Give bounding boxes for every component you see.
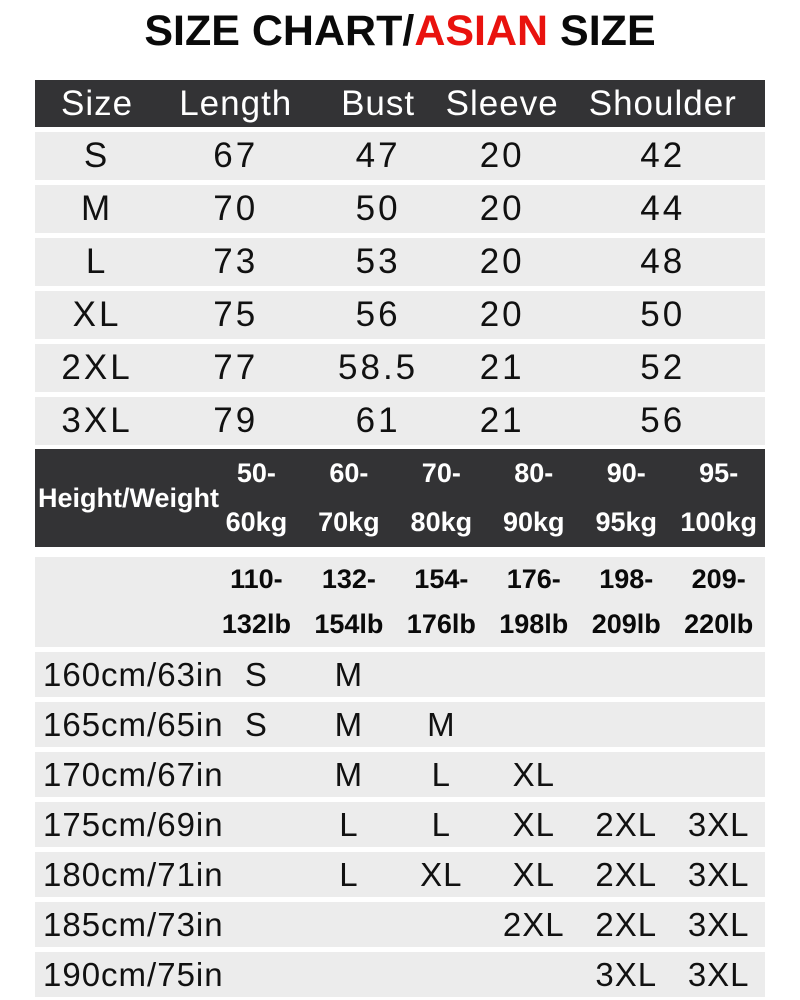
- header-cell-bust: Bust: [341, 83, 416, 123]
- lb-range-top: 198-: [599, 564, 654, 594]
- matrix-cell: L: [339, 855, 359, 893]
- cell-sleeve: 20: [479, 136, 525, 175]
- matrix-cell: 2XL: [595, 905, 658, 943]
- cell-bust: 61: [355, 401, 401, 440]
- chart-sheet: [35, 80, 765, 997]
- matrix-row: [35, 652, 765, 697]
- matrix-cell: L: [339, 805, 359, 843]
- matrix-cell: S: [244, 655, 268, 693]
- matrix-row: [35, 952, 765, 997]
- matrix-cell: S: [244, 705, 268, 743]
- cell-shoulder: 56: [640, 401, 686, 440]
- cell-bust: 53: [355, 242, 401, 281]
- cell-sleeve: 20: [479, 189, 525, 228]
- matrix-row: [35, 752, 765, 797]
- lb-range-bottom: 220lb: [684, 609, 754, 639]
- matrix-row: [35, 852, 765, 897]
- matrix-cell: XL: [420, 855, 463, 893]
- kg-range-bottom: 70kg: [318, 507, 380, 537]
- lb-range-bottom: 176lb: [406, 609, 476, 639]
- kg-range-top: 50-: [236, 458, 276, 488]
- cell-length: 70: [213, 189, 259, 228]
- cell-bust: 56: [355, 295, 401, 334]
- cell-shoulder: 44: [640, 189, 686, 228]
- cell-length: 75: [213, 295, 259, 334]
- kg-range-top: 80-: [514, 458, 554, 488]
- cell-sleeve: 20: [479, 295, 525, 334]
- header-cell-shoulder: Shoulder: [588, 83, 737, 123]
- lb-range-top: 110-: [230, 564, 283, 594]
- cell-size: L: [85, 242, 109, 281]
- size-table-row: [35, 397, 765, 445]
- cell-shoulder: 48: [640, 242, 686, 281]
- cell-shoulder: 50: [640, 295, 686, 334]
- cell-bust: 50: [355, 189, 401, 228]
- size-table-row: [35, 185, 765, 233]
- size-table-row: [35, 132, 765, 180]
- cell-size: 3XL: [61, 401, 133, 440]
- cell-length: 73: [213, 242, 259, 281]
- height-label: 160cm/63in: [43, 655, 224, 693]
- size-table-row: [35, 238, 765, 286]
- height-label: 180cm/71in: [43, 855, 224, 893]
- height-label: 170cm/67in: [43, 755, 224, 793]
- kg-range-cell: [303, 449, 395, 547]
- matrix-cell: 3XL: [687, 905, 750, 943]
- page-title: [0, 6, 800, 56]
- lb-range-bottom: 209lb: [591, 609, 661, 639]
- lb-range-cell: [303, 557, 395, 647]
- cell-size: 2XL: [61, 348, 133, 387]
- cell-bust: 58.5: [338, 348, 419, 387]
- height-label: 190cm/75in: [43, 955, 224, 993]
- matrix-row: [35, 902, 765, 947]
- cell-shoulder: 42: [640, 136, 686, 175]
- cell-bust: 47: [355, 136, 401, 175]
- kg-range-cell: [580, 449, 672, 547]
- cell-size: S: [83, 136, 111, 175]
- matrix-cell: 3XL: [687, 855, 750, 893]
- matrix-cell: 2XL: [595, 805, 658, 843]
- header-cell-length: Length: [179, 83, 293, 123]
- kg-range-bottom: 100kg: [680, 507, 757, 537]
- matrix-cell: 3XL: [595, 955, 658, 993]
- cell-size: M: [80, 189, 114, 228]
- header-cell-size: Size: [61, 83, 134, 123]
- size-table-header-row: [35, 80, 765, 127]
- kg-range-cell: [488, 449, 580, 547]
- kg-range-bottom: 60kg: [225, 507, 288, 537]
- kg-range-top: 60-: [329, 458, 369, 488]
- matrix-cell: 3XL: [687, 955, 750, 993]
- kg-range-cell: [395, 449, 487, 547]
- lb-range-cell: [395, 557, 487, 647]
- lb-range-top: 154-: [414, 564, 469, 594]
- cell-length: 77: [213, 348, 259, 387]
- height-label: 175cm/69in: [43, 805, 224, 843]
- matrix-cell: 3XL: [687, 805, 750, 843]
- cell-length: 79: [213, 401, 259, 440]
- size-table-row: [35, 291, 765, 339]
- title-text-right: SIZE: [548, 7, 656, 55]
- matrix-cell: 2XL: [595, 855, 658, 893]
- lb-range-cell: [580, 557, 672, 647]
- lb-range-bottom: 154lb: [314, 609, 384, 639]
- matrix-cell: L: [431, 755, 451, 793]
- matrix-row: [35, 802, 765, 847]
- lb-range-cell: [210, 557, 302, 647]
- lb-range-top: 176-: [506, 564, 561, 594]
- cell-sleeve: 21: [479, 348, 525, 387]
- matrix-cell: M: [334, 655, 364, 693]
- cell-size: XL: [72, 295, 122, 334]
- kg-range-top: 70-: [421, 458, 461, 488]
- height-weight-label: Height/Weight: [38, 482, 219, 513]
- height-label: 185cm/73in: [43, 905, 224, 943]
- height-weight-kg-band: [35, 449, 765, 547]
- lb-band-empty-label: [35, 557, 210, 647]
- matrix-cell: M: [427, 705, 456, 743]
- kg-range-top: 95-: [699, 458, 739, 488]
- matrix-cell: M: [334, 755, 364, 793]
- kg-range-cell: [210, 449, 302, 547]
- cell-sleeve: 21: [479, 401, 525, 440]
- matrix-cell: XL: [512, 805, 555, 843]
- matrix-cell: 2XL: [502, 905, 565, 943]
- lb-range-bottom: 198lb: [499, 609, 569, 639]
- kg-range-cell: [672, 449, 764, 547]
- kg-range-bottom: 95kg: [595, 507, 657, 537]
- matrix-cell: XL: [512, 755, 555, 793]
- kg-range-top: 90-: [606, 458, 646, 488]
- header-cell-sleeve: Sleeve: [445, 83, 559, 123]
- lb-range-bottom: 132lb: [221, 609, 291, 639]
- kg-range-bottom: 90kg: [503, 507, 565, 537]
- cell-shoulder: 52: [640, 348, 686, 387]
- height-label: 165cm/65in: [43, 705, 224, 743]
- title-text-red: ASIAN: [414, 7, 549, 55]
- weight-lb-band: [35, 557, 765, 647]
- lb-range-top: 132-: [321, 564, 376, 594]
- title-text-left: SIZE CHART/: [144, 7, 415, 55]
- matrix-cell: M: [334, 705, 364, 743]
- kg-range-bottom: 80kg: [410, 507, 473, 537]
- cell-sleeve: 20: [479, 242, 525, 281]
- lb-range-top: 209-: [691, 564, 746, 594]
- matrix-cell: L: [431, 805, 451, 843]
- matrix-cell: XL: [512, 855, 555, 893]
- size-table-row: [35, 344, 765, 392]
- matrix-row: [35, 702, 765, 747]
- cell-length: 67: [213, 136, 259, 175]
- lb-range-cell: [488, 557, 580, 647]
- lb-range-cell: [672, 557, 764, 647]
